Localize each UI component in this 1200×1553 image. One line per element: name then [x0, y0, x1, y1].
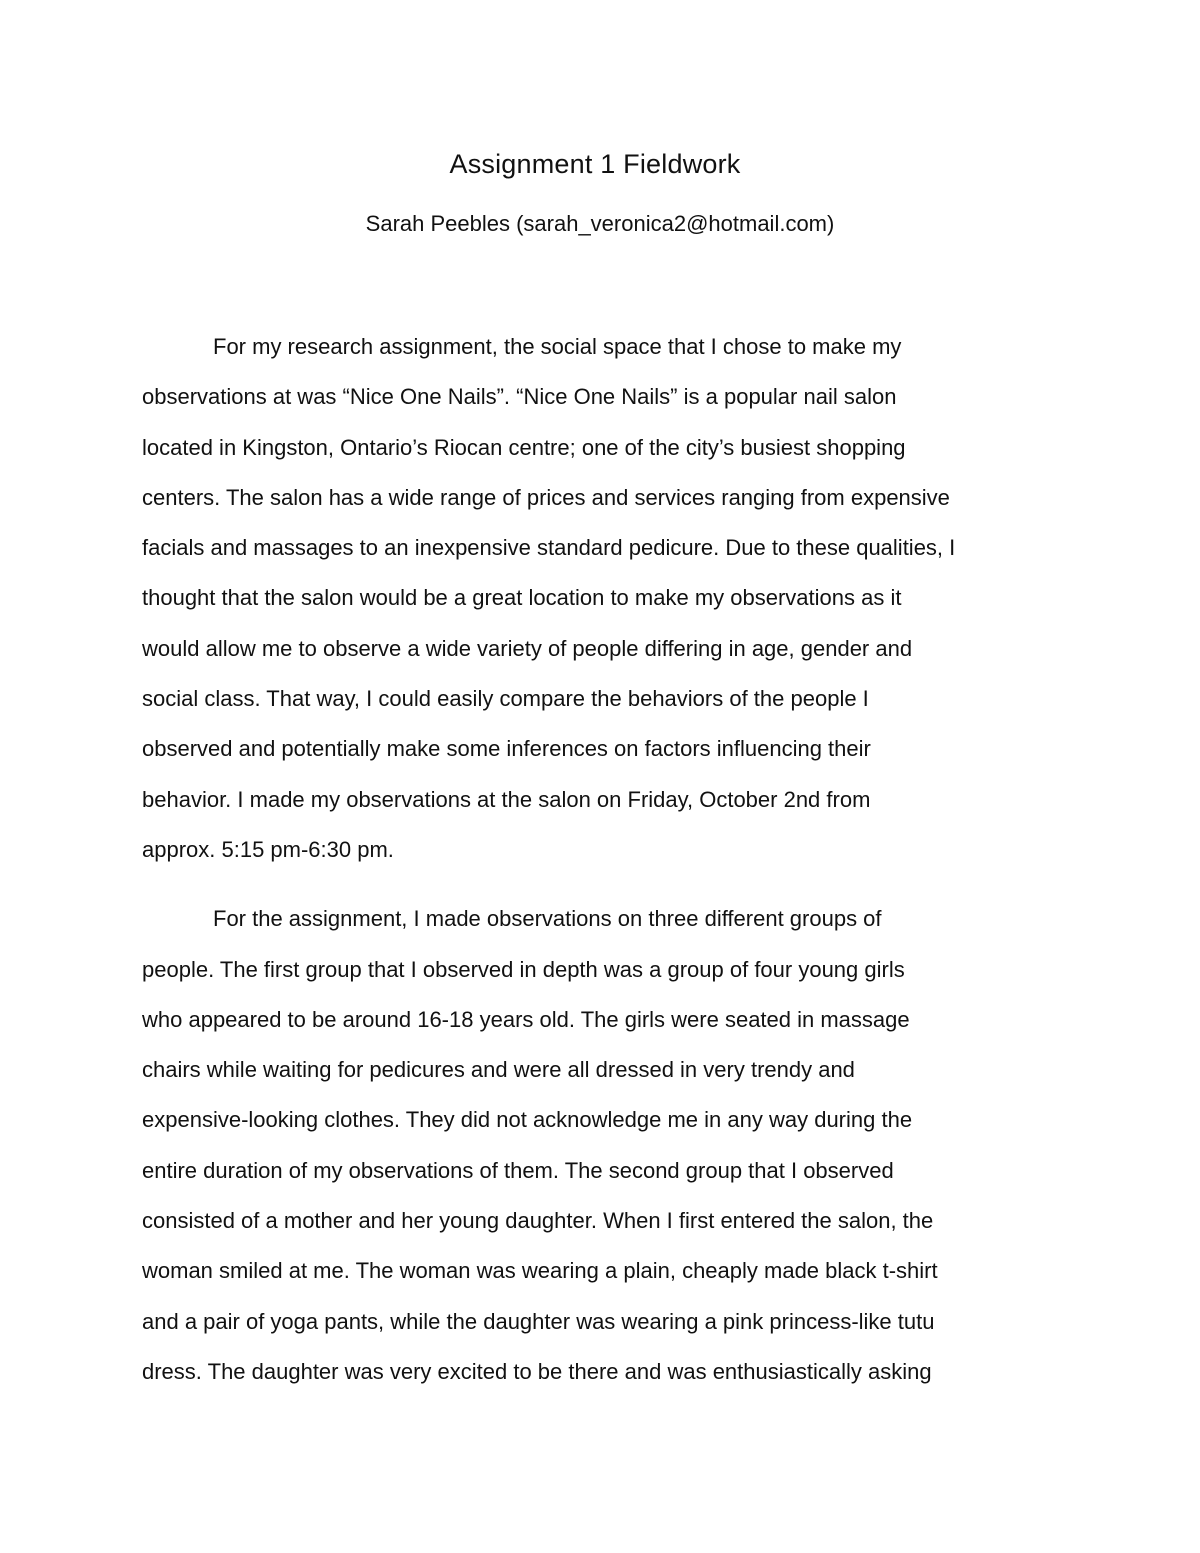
text-line: social class. That way, I could easily compare the behaviors of the people I	[142, 686, 869, 712]
paragraph-spacer	[142, 875, 1072, 894]
text-line: approx. 5:15 pm-6:30 pm.	[142, 836, 394, 862]
text-line: thought that the salon would be a great location to make my observations as it	[142, 585, 902, 611]
document-author: Sarah Peebles (sarah_veronica2@hotmail.com)	[365, 211, 835, 236]
text-line: who appeared to be around 16-18 years old. The girls were seated in massage	[142, 1006, 910, 1032]
document-body	[142, 322, 1072, 1397]
text-line: would allow me to observe a wide variety of people differing in age, gender and	[142, 635, 913, 661]
paragraph-1	[142, 322, 1072, 875]
text-line: people. The first group that I observed in depth was a group of four young girls	[142, 956, 905, 982]
text-line: For the assignment, I made observations on three different groups of	[213, 906, 882, 932]
text-line: dress. The daughter was very excited to be there and was enthusiastically asking	[142, 1358, 932, 1384]
text-line: chairs while waiting for pedicures and were all dressed in very trendy and	[142, 1057, 855, 1083]
text-line: centers. The salon has a wide range of prices and services ranging from expensive	[142, 484, 950, 510]
text-line: woman smiled at me. The woman was wearing a plain, cheaply made black t-shirt	[142, 1258, 938, 1284]
text-line: consisted of a mother and her young daughter. When I first entered the salon, the	[142, 1208, 934, 1234]
text-line: behavior. I made my observations at the salon on Friday, October 2nd from	[142, 786, 871, 812]
text-line: and a pair of yoga pants, while the daughter was wearing a pink princess-like tutu	[142, 1308, 935, 1334]
text-line: located in Kingston, Ontario’s Riocan centre; one of the city’s busiest shopping	[142, 434, 906, 460]
text-line: entire duration of my observations of them. The second group that I observed	[142, 1157, 894, 1183]
text-line: expensive-looking clothes. They did not acknowledge me in any way during the	[142, 1107, 913, 1133]
paragraph-2	[142, 894, 1072, 1397]
text-line: observed and potentially make some inferences on factors influencing their	[142, 736, 871, 762]
text-line: observations at was “Nice One Nails”. “Nice One Nails” is a popular nail salon	[142, 384, 897, 410]
document-title: Assignment 1 Fieldwork	[449, 149, 741, 179]
text-line: For my research assignment, the social space that I chose to make my	[213, 334, 902, 359]
text-line: facials and massages to an inexpensive standard pedicure. Due to these qualities, I	[142, 535, 956, 561]
